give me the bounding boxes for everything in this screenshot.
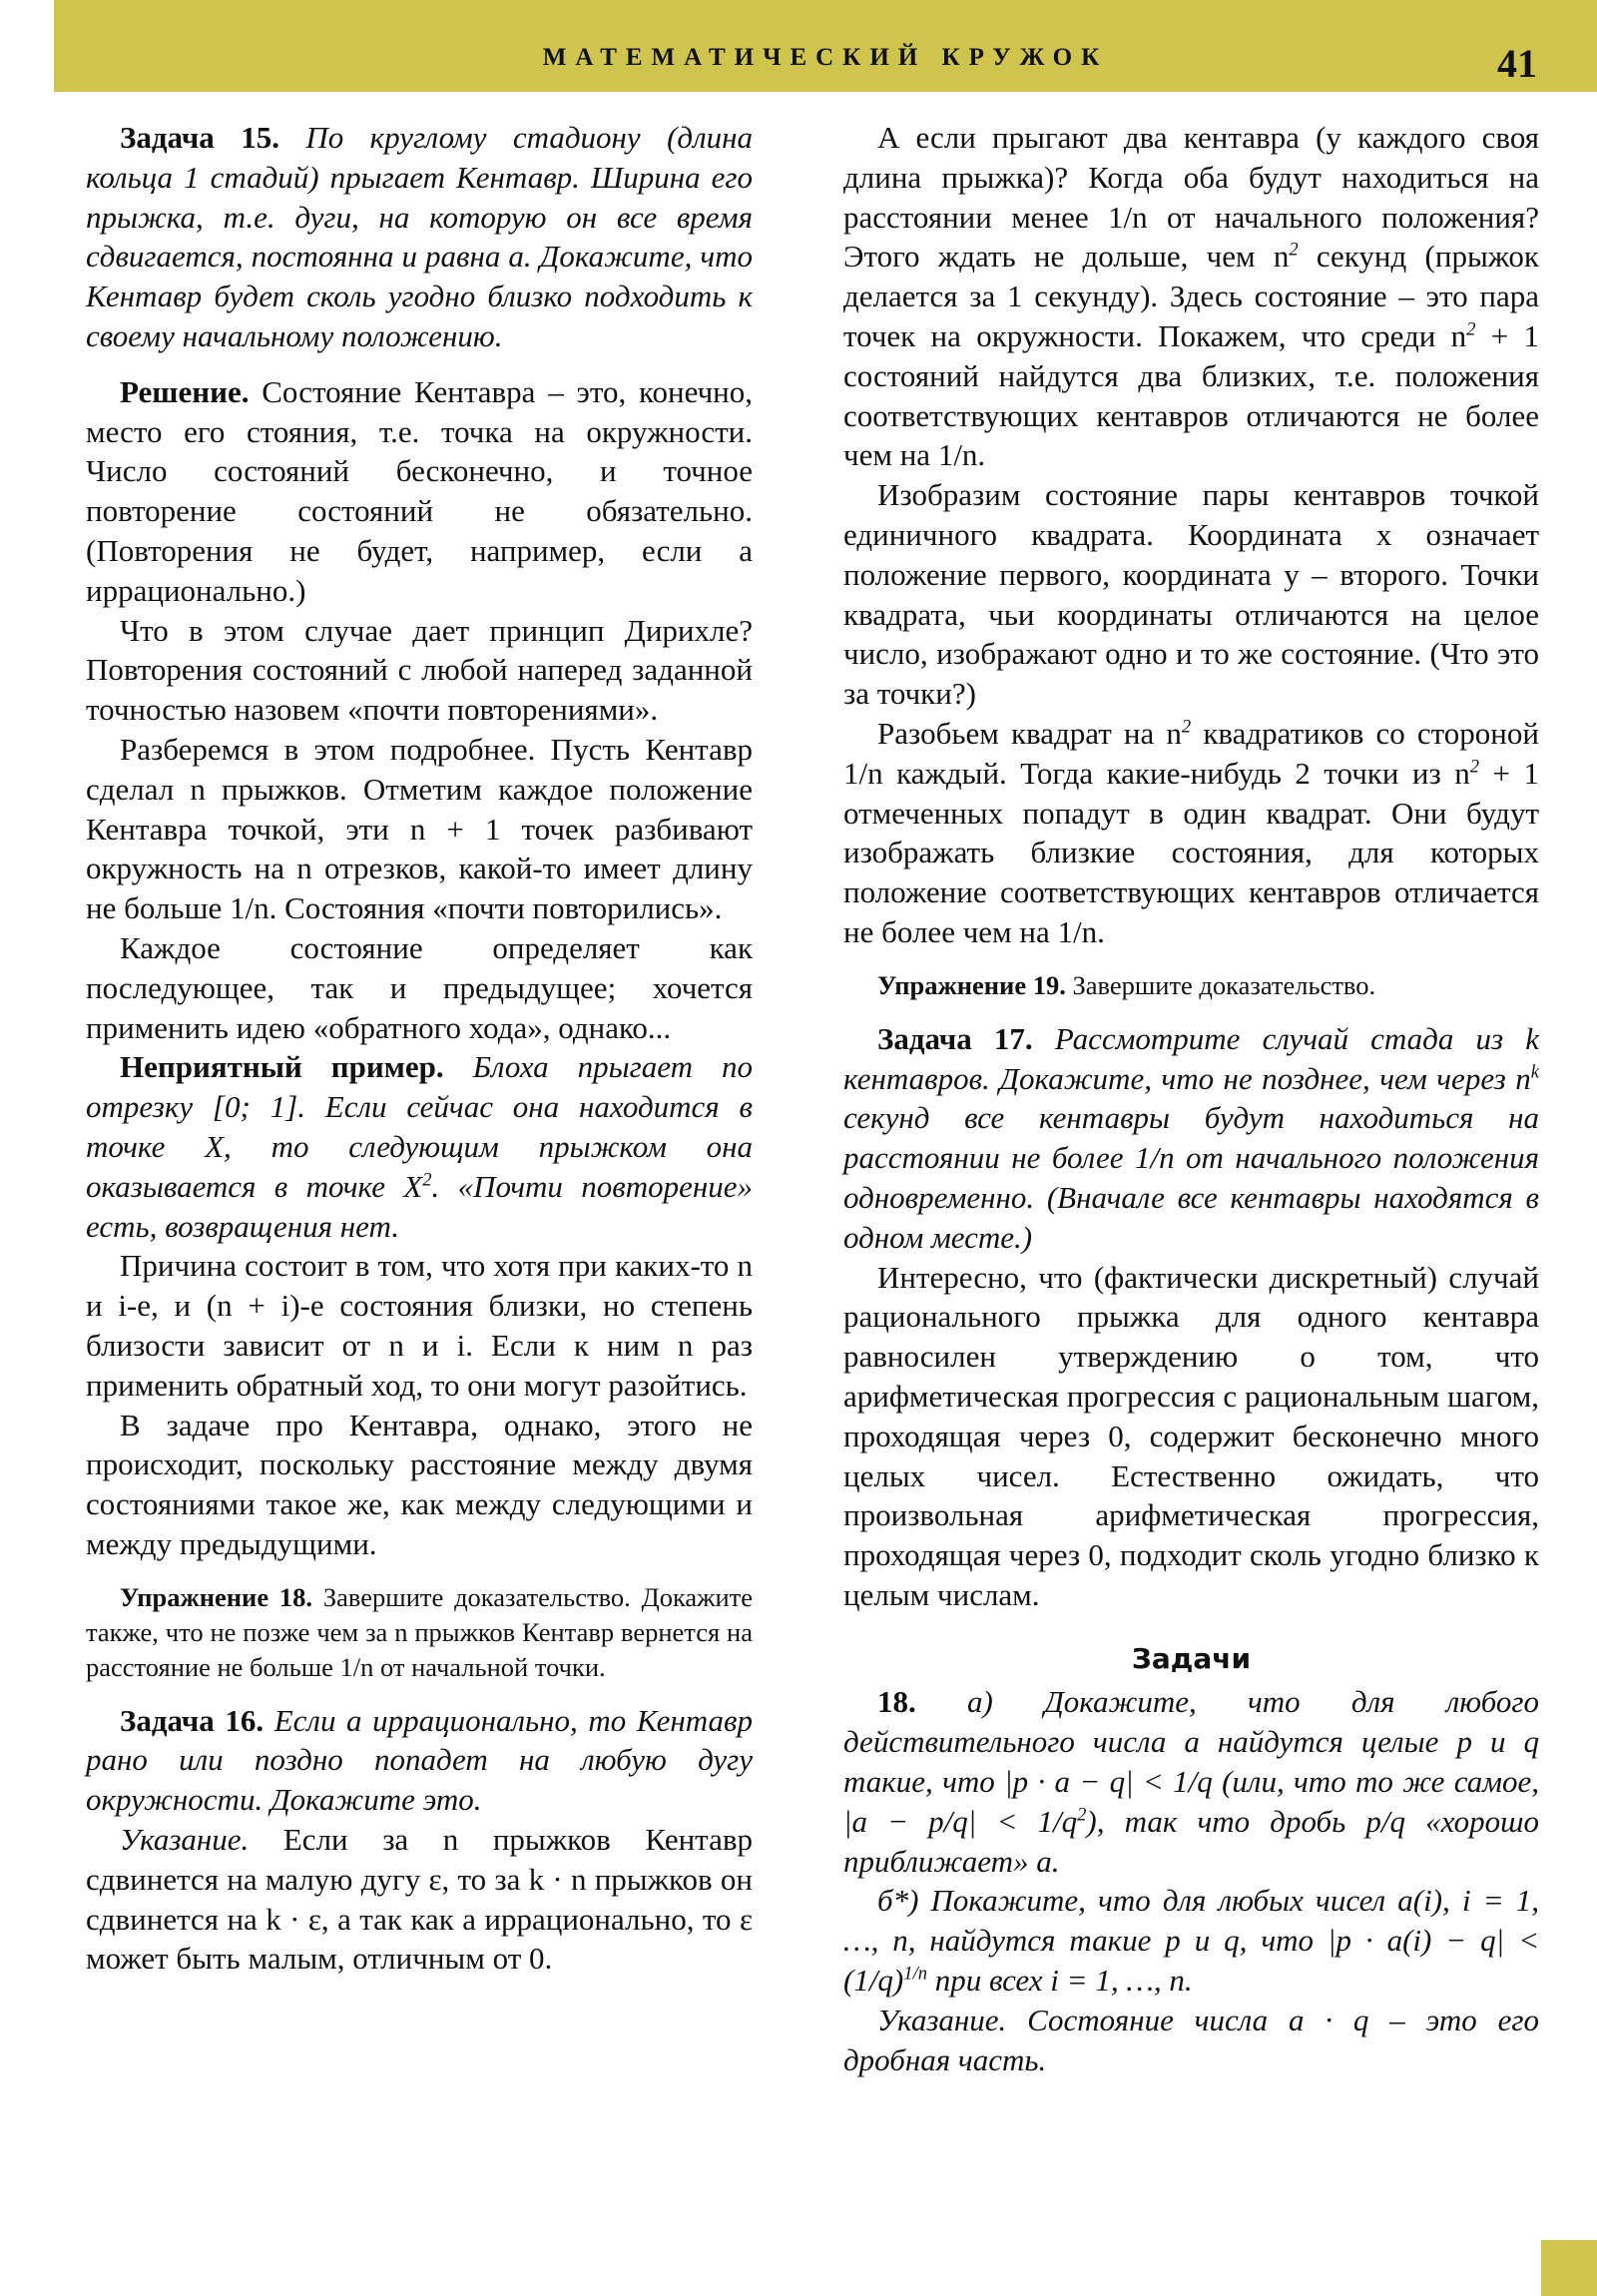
task-15-text: По круглому стадиону (длина кольца 1 стадий) прыгает Кентавр. Ширина его прыжка, т.е. дуги, на которую он все время сдвигается, постоянна и равна a. Докажите, что Кентавр будет сколь угодно близко подходить к своему начальному положению. xyxy=(86,120,753,353)
two-centaurs-sup-2: 2 xyxy=(1466,318,1476,340)
task-17-text-2: секунд все кентавры будут находиться на расстоянии не более 1/n от начального положения одновременно. (Вначале все кентавры находятся в одном месте.) xyxy=(843,1100,1539,1255)
problem-18a xyxy=(843,1682,1539,1881)
running-header xyxy=(54,0,1597,92)
interesting-paragraph: Интересно, что (фактически дискретный) случай рационального прыжка для одного кентавра равносилен утверждению о том, что арифметическая прогрессия с рациональным шагом, проходящая через 0, содержит бесконечно много целых чисел. Естественно ожидать, что произвольная арифметическая прогрессия, проходящая через 0, подходит сколь угодно близко к целым числам. xyxy=(843,1259,1539,1612)
task-17-text-1: Рассмотрите случай стада из k кентавров. Докажите, что не позднее, чем через n xyxy=(843,1020,1539,1096)
exercise-19-label: Упражнение 19. xyxy=(877,969,1066,1000)
each-state-paragraph: Каждое состояние определяет как последующее, так и предыдущее; хочется применить идею «обратного хода», однако... xyxy=(86,929,753,1045)
problem-18b xyxy=(843,1881,1539,2000)
solution-text: Состояние Кентавра – это, конечно, место его стояния, т.е. точка на окружности. Число состояний бесконечно, и точное повторение состояний не обязательно. (Повторения не будет, например, если a иррационально.) xyxy=(86,373,753,608)
two-centaurs-sup-1: 2 xyxy=(1289,240,1299,262)
task-15 xyxy=(86,118,753,356)
problem-18a-sup: 2 xyxy=(1077,1804,1087,1826)
two-centaurs-text-1: А если прыгают два кентавра (у каждого своя длина прыжка)? Когда оба будут находиться на расстоянии менее 1/n от начального положения? Этого ждать не дольше, чем n xyxy=(843,120,1539,275)
bad-example-label: Неприятный пример. xyxy=(120,1049,444,1085)
task-15-label: Задача 15. xyxy=(120,120,279,155)
solution-label: Решение. xyxy=(120,373,250,409)
exercise-19 xyxy=(843,968,1539,1003)
task-16 xyxy=(86,1701,753,1820)
section-title: Задачи xyxy=(1131,1641,1252,1675)
two-centaurs-text-2: секунд (прыжок делается за 1 секунду). Здесь состояние – это пара точек на окружности. Покажем, что среди n xyxy=(843,239,1539,353)
right-column xyxy=(843,118,1539,2079)
exercise-18-text: Завершите доказательство. Докажите также, что не позже чем за n прыжков Кентавр вернется на расстояние не больше 1/n от начальной точки. xyxy=(86,1581,754,1682)
problem-18a-text-2: ), так что дробь p/q «хорошо приближает» a. xyxy=(843,1803,1539,1879)
task-17-sup: k xyxy=(1530,1061,1539,1083)
split-text-3: + 1 отмеченных попадут в один квадрат. Они будут изображать близкие состояния, для которых положение соответствующих кентавров отличается не более чем на 1/n. xyxy=(843,755,1539,949)
page-number: 41 xyxy=(1497,41,1537,86)
task-17-label: Задача 17. xyxy=(877,1020,1033,1056)
problem-18b-text-2: при всех i = 1, …, n. xyxy=(927,1963,1193,1999)
split-text-2: квадратиков со стороной 1/n каждый. Тогда какие-нибудь 2 точки из n xyxy=(843,715,1539,791)
details-paragraph: Разберемся в этом подробнее. Пусть Кентавр сделал n прыжков. Отметим каждое положение Кентавра точкой, эти n + 1 точек разбивают окружность на n отрезков, какой-то имеет длину не больше 1/n. Состояния «почти повторились». xyxy=(86,731,753,926)
split-sup-2: 2 xyxy=(1469,756,1480,778)
bad-example-sup: 2 xyxy=(422,1169,432,1191)
problem-18b-sup: 1/n xyxy=(903,1963,928,1985)
corner-tab xyxy=(1541,2240,1597,2296)
square-paragraph: Изобразим состояние пары кентавров точкой единичного квадрата. Координата x означает положение первого, координата y – второго. Точки квадрата, чьи координаты отличаются на целое число, изображают одно и то же состояние. (Что это за точки?) xyxy=(843,477,1539,712)
two-centaurs-paragraph xyxy=(843,118,1539,475)
problem-18-hint: Указание. Состояние числа a · q – это его дробная часть. xyxy=(843,2002,1539,2077)
task-17 xyxy=(843,1019,1539,1258)
hint-16 xyxy=(86,1820,753,1979)
exercise-18 xyxy=(86,1580,753,1685)
header-title: МАТЕМАТИЧЕСКИЙ КРУЖОК xyxy=(542,44,1109,71)
solution-paragraph xyxy=(86,372,753,611)
hint-16-label: Указание. xyxy=(120,1822,250,1858)
exercise-18-label: Упражнение 18. xyxy=(120,1581,313,1612)
bad-example xyxy=(86,1047,753,1246)
two-centaurs-text-3: + 1 состояний найдутся два близких, т.е. положения соответствующих кентавров отличаются не более чем на 1/n. xyxy=(843,317,1539,473)
split-text-1: Разобьем квадрат на n xyxy=(877,715,1182,751)
bad-example-text-2: . «Почти повторение» есть, возвращения нет. xyxy=(86,1168,753,1244)
problem-18b-text-1: б*) Покажите, что для любых чисел a(i), i = 1, …, n, найдутся такие p и q, что |p · a(i) − q| < (1/q) xyxy=(843,1883,1539,1999)
dirichlet-paragraph: Что в этом случае дает принцип Дирихле? Повторения состояний с любой наперед заданной точностью назовем «почти повторениями». xyxy=(86,612,753,728)
left-column xyxy=(86,118,753,1979)
reason-paragraph: Причина состоит в том, что хотя при каких-то n и i-е, и (n + i)-е состояния близки, но степень близости зависит от n и i. Если к ним n раз применить обратный ход, то они могут разойтись. xyxy=(86,1248,753,1403)
problem-18a-text-1: а) Докажите, что для любого действительного числа a найдутся целые p и q такие, что |p · a − q| < 1/q (или, что то же самое, |a − p/q| < 1/q xyxy=(843,1684,1539,1839)
split-sup-1: 2 xyxy=(1181,716,1192,738)
bad-example-text-1: Блоха прыгает по отрезку [0; 1]. Если сейчас она находится в точке X, то следующим прыжком она оказывается в точке X xyxy=(86,1049,754,1204)
task-16-text: Если a иррационально, то Кентавр рано или поздно попадет на любую дугу окружности. Докажите это. xyxy=(86,1702,754,1818)
exercise-19-text: Завершите доказательство. xyxy=(1072,969,1376,1000)
problem-18-label: 18. xyxy=(877,1684,916,1720)
centaur-paragraph: В задаче про Кентавра, однако, этого не происходит, поскольку расстояние между двумя состояниями такое же, как между следующими и между предыдущими. xyxy=(86,1407,753,1561)
hint-16-text: Если за n прыжков Кентавр сдвинется на малую дугу ε, то за k · n прыжков он сдвинется на k · ε, а так как a иррационально, то ε может быть малым, отличным от 0. xyxy=(86,1822,754,1977)
task-16-label: Задача 16. xyxy=(120,1702,265,1738)
split-paragraph xyxy=(843,714,1539,952)
